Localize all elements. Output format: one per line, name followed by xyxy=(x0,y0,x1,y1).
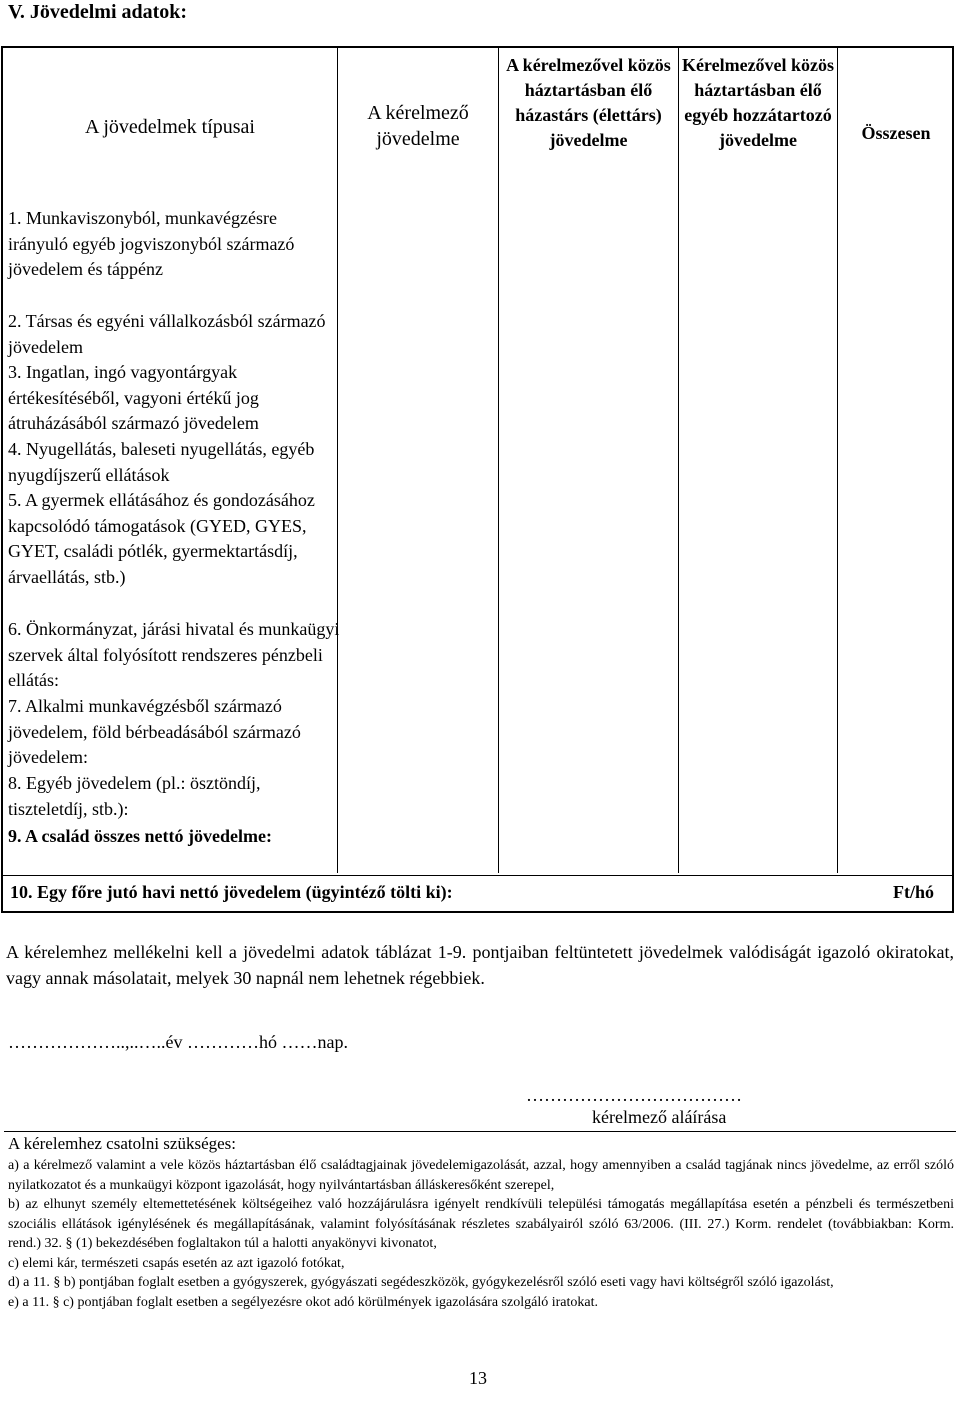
header-applicant-income: A kérelmező jövedelme xyxy=(367,102,469,150)
header-spouse-income: A kérelmezővel közös háztartásban élő házastárs (élettárs) jövedelme xyxy=(506,55,671,150)
attachments-list xyxy=(8,1156,954,1312)
income-row-label: 1. Munkaviszonyból, munkavégzésre irányuló egyéb jogviszonyból származó jövedelem és táppénz xyxy=(8,208,295,279)
row-divider xyxy=(3,875,952,876)
income-row-label: 2. Társas és egyéni vállalkozásból származó jövedelem xyxy=(8,311,326,357)
income-row-label: 5. A gyermek ellátásához és gondozásához kapcsolódó támogatások (GYED, GYES, GYET, családi pótlék, gyermektartásdíj, árvaellátás, stb.) xyxy=(8,490,315,587)
income-row-label: 8. Egyéb jövedelem (pl.: ösztöndíj, tiszteletdíj, stb.): xyxy=(8,773,261,819)
attachment-item: b) az elhunyt személy eltemettetésének költségeihez való hozzájárulásra igényelt rendkívüli települési támogatás megállapítása esetén a pénzbeli és természetbeni szociális ellátások igénylésének és megállapításának, valamint folyósításának részletes szabályairól szóló 63/2006. (III. 27.) Korm. rendelet (továbbiakban: Korm. rend.) 32. § (1) bekezdésében foglaltakon túl a halotti anyakönyvi kivonatot, xyxy=(8,1197,954,1251)
income-row-label: 6. Önkormányzat, járási hivatal és munkaügyi szervek által folyósított rendszeres pénzbeli ellátás: xyxy=(8,619,340,690)
per-capita-income-unit: Ft/hó xyxy=(892,882,934,902)
signature-line: ……………………………… xyxy=(526,1085,742,1105)
column-divider xyxy=(678,48,679,873)
date-line: ………………..,..…..év …………hó ……nap. xyxy=(8,1032,348,1052)
income-table xyxy=(1,46,954,913)
per-capita-income-label: 10. Egy főre jutó havi nettó jövedelem (ügyintéző tölti ki): xyxy=(10,882,453,902)
income-row-label: 4. Nyugellátás, baleseti nyugellátás, egyéb nyugdíjszerű ellátások xyxy=(8,439,315,485)
attachment-item: c) elemi kár, természeti csapás esetén az azt igazoló fotókat, xyxy=(8,1255,345,1271)
section-title: V. Jövedelmi adatok: xyxy=(8,1,188,23)
income-row-label: 3. Ingatlan, ingó vagyontárgyak értékesítéséből, vagyoni értékű jog átruházásából származó jövedelem xyxy=(8,362,259,433)
column-divider xyxy=(498,48,499,873)
page-number: 13 xyxy=(469,1368,487,1388)
attachment-item: d) a 11. § b) pontjában foglalt esetben a gyógyszerek, gyógyászati segédeszközök, gyógykezelésről szóló eseti vagy havi költségről szóló igazolást, xyxy=(8,1275,834,1290)
column-divider xyxy=(837,48,838,873)
attachments-title: A kérelemhez csatolni szükséges: xyxy=(8,1134,237,1153)
income-row-label: 7. Alkalmi munkavégzésből származó jövedelem, föld bérbeadásából származó jövedelem: xyxy=(8,696,301,767)
header-total: Összesen xyxy=(861,123,931,143)
signature-label: kérelmező aláírása xyxy=(592,1107,727,1127)
family-total-label: 9. A család összes nettó jövedelme: xyxy=(8,826,272,846)
attachment-item: e) a 11. § c) pontjában foglalt esetben a segélyezésre okot adó körülmények igazolására szolgáló iratokat. xyxy=(8,1294,598,1310)
attachment-item: a) a kérelmező valamint a vele közös háztartásban élő családtagjainak jövedelemigazolását, azzal, hogy amennyiben a család tagjának nincs jövedelme, az erről szóló nyilatkozatot és a munkaügyi központ igazolását, hogy nyilvántartásban álláskeresőként szerepel, xyxy=(8,1158,954,1193)
attachment-note: A kérelemhez mellékelni kell a jövedelmi adatok táblázat 1-9. pontjaiban feltüntetett jövedelmek valódiságát igazoló okiratokat, vagy annak másolatait, melyek 30 napnál nem lehetnek régebbiek. xyxy=(6,942,954,988)
header-income-types: A jövedelmek típusai xyxy=(85,116,255,138)
header-other-relative-income: Kérelmezővel közös háztartásban élő egyéb hozzátartozó jövedelme xyxy=(681,55,835,150)
